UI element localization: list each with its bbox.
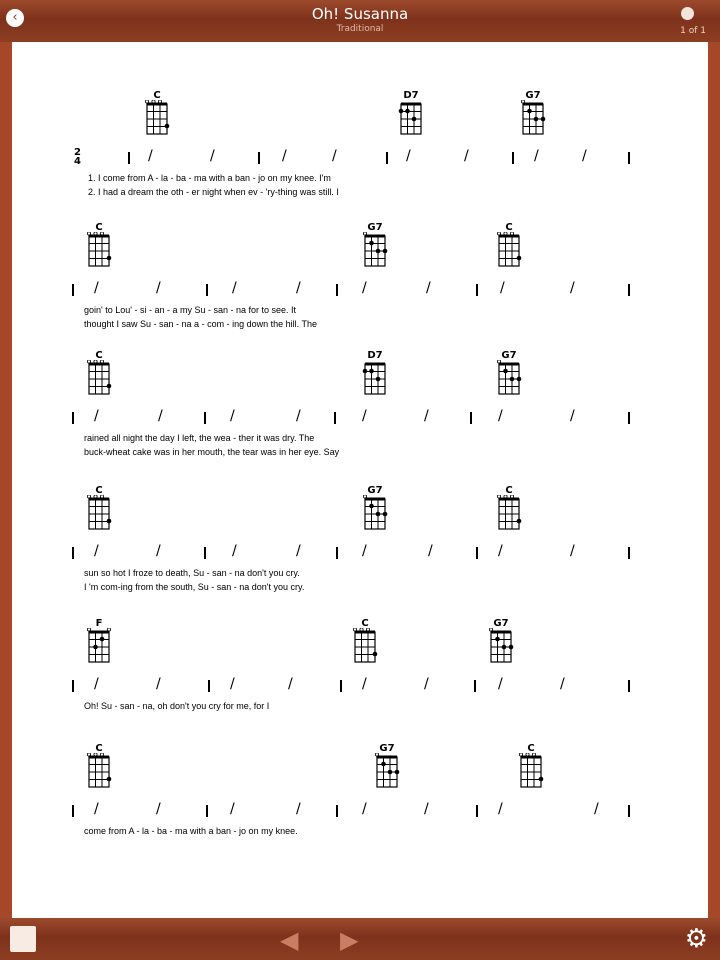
lyric-line: I 'm com-ing from the south, Su - san - na don't you cry. (84, 582, 305, 592)
strum-slash: / (534, 148, 539, 164)
bar-line (474, 680, 476, 692)
chord-fretboard-icon (362, 232, 388, 270)
bar-line (628, 284, 630, 296)
chord-name: D7 (367, 350, 383, 361)
lyric-line: rained all night the day I left, the wea - ther it was dry. The (84, 433, 315, 443)
back-arrow-icon[interactable]: ‹ (6, 9, 24, 27)
strum-slash: / (332, 148, 337, 164)
chord-fretboard-icon (362, 495, 388, 533)
strum-slash: / (94, 801, 99, 817)
chord-fretboard-icon (520, 100, 546, 138)
bar-line (72, 412, 74, 424)
strum-slash: / (230, 408, 235, 424)
chord-name: G7 (367, 485, 383, 496)
chord-name: G7 (525, 90, 541, 101)
prev-arrow-icon[interactable]: ◀ (280, 926, 299, 954)
bar-line (72, 680, 74, 692)
chord-name: C (95, 222, 103, 233)
chord-name: C (361, 618, 369, 629)
strum-slash: / (362, 408, 367, 424)
chord-name: G7 (493, 618, 509, 629)
strum-slash: / (570, 408, 575, 424)
strum-slash: / (296, 543, 301, 559)
strum-slash: / (498, 676, 503, 692)
bar-line (628, 805, 630, 817)
chord-fretboard-icon (86, 628, 112, 666)
strum-slash: / (232, 543, 237, 559)
bar-line (334, 412, 336, 424)
page-indicator-icon[interactable] (681, 7, 694, 20)
gear-icon[interactable]: ⚙ (684, 924, 708, 954)
chord-fretboard-icon (496, 360, 522, 398)
bar-line (204, 547, 206, 559)
bar-line (476, 547, 478, 559)
bar-line (628, 547, 630, 559)
chord-fretboard-icon (496, 232, 522, 270)
bar-line (206, 284, 208, 296)
chord-fretboard-icon (362, 360, 388, 398)
chord-fretboard-icon (496, 495, 522, 533)
bar-line (206, 805, 208, 817)
chord-fretboard-icon (374, 753, 400, 791)
strum-slash: / (288, 676, 293, 692)
strum-slash: / (406, 148, 411, 164)
chord-fretboard-icon (398, 100, 424, 138)
chord-fretboard-icon (86, 360, 112, 398)
bar-line (628, 680, 630, 692)
lyric-line: buck-wheat cake was in her mouth, the tear was in her eye. Say (84, 447, 340, 457)
bar-line (258, 152, 260, 164)
lyric-line: come from A - la - ba - ma with a ban - jo on my knee. (84, 826, 298, 836)
strum-slash: / (424, 408, 429, 424)
strum-slash: / (362, 801, 367, 817)
strum-slash: / (570, 280, 575, 296)
strum-slash: / (500, 280, 505, 296)
chord-fretboard-icon (488, 628, 514, 666)
bar-line (208, 680, 210, 692)
strum-slash: / (94, 280, 99, 296)
lyric-line: sun so hot I froze to death, Su - san - na don't you cry. (84, 568, 300, 578)
song-title: Oh! Susanna (311, 5, 409, 23)
strum-slash: / (594, 801, 599, 817)
strum-slash: / (232, 280, 237, 296)
chord-fretboard-icon (86, 753, 112, 791)
lyric-line: goin' to Lou' - si - an - a my Su - san - na for to see. It (84, 305, 297, 315)
strum-slash: / (464, 148, 469, 164)
strum-slash: / (582, 148, 587, 164)
strum-slash: / (296, 280, 301, 296)
bar-line (476, 284, 478, 296)
strum-slash: / (570, 543, 575, 559)
strum-slash: / (424, 676, 429, 692)
strum-slash: / (156, 280, 161, 296)
strum-slash: / (156, 801, 161, 817)
lyric-line: 2. I had a dream the oth - er night when ev - 'ry-thing was still. I (88, 187, 339, 197)
bar-line (128, 152, 130, 164)
chord-name: C (527, 743, 535, 754)
strum-slash: / (362, 280, 367, 296)
strum-slash: / (498, 543, 503, 559)
strum-slash: / (498, 408, 503, 424)
strum-slash: / (498, 801, 503, 817)
bottom-bar (0, 918, 720, 960)
strum-slash: / (362, 676, 367, 692)
strum-slash: / (158, 408, 163, 424)
strum-slash: / (362, 543, 367, 559)
page-count: 1 of 1 (680, 26, 706, 36)
chord-name: C (505, 485, 513, 496)
chord-fretboard-icon (144, 100, 170, 138)
time-signature: 2 4 (74, 147, 81, 167)
chord-name: C (95, 350, 103, 361)
bar-line (204, 412, 206, 424)
strum-slash: / (282, 148, 287, 164)
chord-fretboard-icon (518, 753, 544, 791)
chord-name: D7 (403, 90, 419, 101)
strum-slash: / (156, 676, 161, 692)
chord-fretboard-icon (352, 628, 378, 666)
bar-line (336, 284, 338, 296)
song-subtitle: Traditional (336, 24, 384, 34)
bar-line (72, 284, 74, 296)
bar-line (336, 805, 338, 817)
strum-slash: / (560, 676, 565, 692)
bar-line (512, 152, 514, 164)
bar-line (628, 152, 630, 164)
chord-name: C (95, 485, 103, 496)
strum-slash: / (156, 543, 161, 559)
bar-line (72, 805, 74, 817)
bar-line (386, 152, 388, 164)
strum-slash: / (296, 408, 301, 424)
strum-slash: / (94, 408, 99, 424)
lyric-line: thought I saw Su - san - na a - com - ing down the hill. The (84, 319, 317, 329)
bar-line (628, 412, 630, 424)
strum-slash: / (230, 801, 235, 817)
strum-slash: / (230, 676, 235, 692)
chord-name: G7 (367, 222, 383, 233)
strum-slash: / (210, 148, 215, 164)
strum-slash: / (296, 801, 301, 817)
bar-line (340, 680, 342, 692)
strum-slash: / (424, 801, 429, 817)
next-arrow-icon[interactable]: ▶ (340, 926, 359, 954)
bar-line (470, 412, 472, 424)
strum-slash: / (94, 676, 99, 692)
strum-slash: / (94, 543, 99, 559)
bar-line (476, 805, 478, 817)
lyric-line: Oh! Su - san - na, oh don't you cry for me, for I (84, 701, 270, 711)
chord-name: G7 (379, 743, 395, 754)
strum-slash: / (428, 543, 433, 559)
bar-line (336, 547, 338, 559)
chord-name: C (153, 90, 161, 101)
chord-name: C (95, 743, 103, 754)
chord-grid-icon[interactable] (10, 926, 36, 952)
strum-slash: / (148, 148, 153, 164)
chord-fretboard-icon (86, 495, 112, 533)
bar-line (72, 547, 74, 559)
lyric-line: 1. I come from A - la - ba - ma with a ban - jo on my knee. I'm (88, 173, 331, 183)
chord-name: G7 (501, 350, 517, 361)
chord-fretboard-icon (86, 232, 112, 270)
strum-slash: / (426, 280, 431, 296)
chord-name: F (95, 618, 103, 629)
top-bar (0, 0, 720, 42)
chord-name: C (505, 222, 513, 233)
